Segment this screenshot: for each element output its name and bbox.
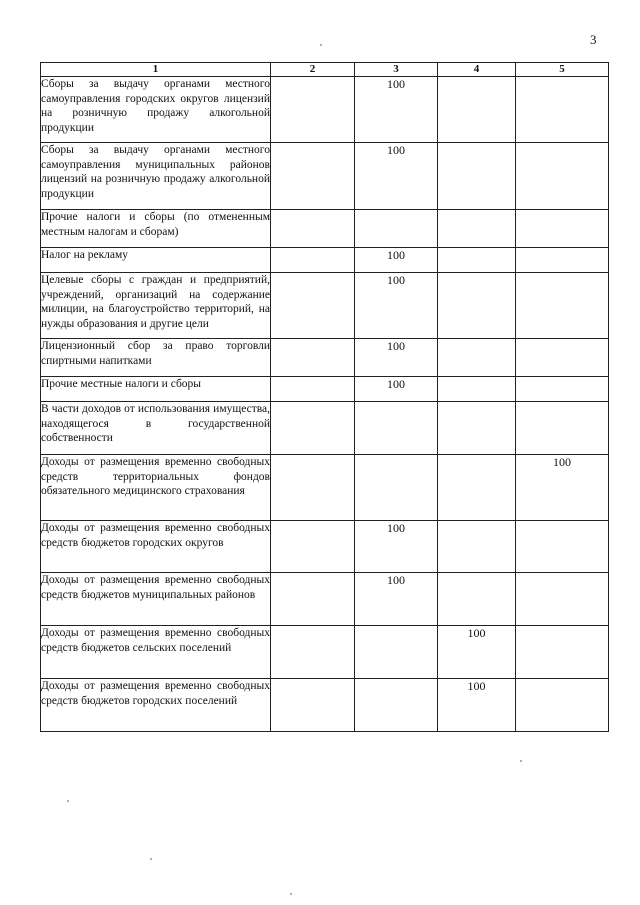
cell-value [271, 455, 355, 521]
table-row [41, 455, 609, 521]
table-row [41, 377, 609, 402]
row-description: Доходы от размещения временно свободных средств бюджетов городских поселений [41, 679, 271, 732]
cell-value [438, 248, 516, 273]
row-description: Сборы за выдачу органами местного самоуправления муниципальных районов лицензий на розничную продажу алкогольной продукции [41, 143, 271, 210]
cell-value [271, 402, 355, 455]
cell-value [516, 626, 609, 679]
scan-speck [320, 44, 322, 46]
cell-value [438, 377, 516, 402]
table-row [41, 273, 609, 339]
scan-speck [67, 800, 69, 802]
cell-value [516, 210, 609, 248]
table-row [41, 210, 609, 248]
cell-value [438, 402, 516, 455]
row-description: Прочие местные налоги и сборы [41, 377, 271, 402]
cell-value [516, 273, 609, 339]
cell-value [271, 521, 355, 573]
cell-value [271, 679, 355, 732]
row-description: Доходы от размещения временно свободных средств территориальных фондов обязательного медицинского страхования [41, 455, 271, 521]
cell-value [516, 521, 609, 573]
cell-value [438, 210, 516, 248]
cell-value [271, 248, 355, 273]
cell-value [438, 143, 516, 210]
cell-value [271, 77, 355, 143]
column-header: 3 [355, 63, 438, 77]
row-description: В части доходов от использования имущества, находящегося в государственной собственности [41, 402, 271, 455]
table-header-row [41, 63, 609, 77]
column-header: 4 [438, 63, 516, 77]
row-description: Прочие налоги и сборы (по отмененным местным налогам и сборам) [41, 210, 271, 248]
row-description: Лицензионный сбор за право торговли спиртными напитками [41, 339, 271, 377]
cell-value [516, 77, 609, 143]
cell-value [355, 402, 438, 455]
cell-value: 100 [516, 455, 609, 521]
cell-value [516, 377, 609, 402]
cell-value [355, 210, 438, 248]
cell-value [438, 521, 516, 573]
scan-speck [150, 858, 152, 860]
cell-value [355, 455, 438, 521]
row-description: Налог на рекламу [41, 248, 271, 273]
cell-value [271, 210, 355, 248]
cell-value [438, 273, 516, 339]
column-header: 1 [41, 63, 271, 77]
cell-value: 100 [438, 626, 516, 679]
table-row [41, 77, 609, 143]
table-row [41, 339, 609, 377]
table-row [41, 626, 609, 679]
row-description: Доходы от размещения временно свободных средств бюджетов городских округов [41, 521, 271, 573]
scan-speck [290, 893, 292, 895]
scan-speck [520, 760, 522, 762]
row-description: Сборы за выдачу органами местного самоуправления городских округов лицензий на розничную продажу алкогольной продукции [41, 77, 271, 143]
cell-value [438, 77, 516, 143]
row-description: Доходы от размещения временно свободных средств бюджетов муниципальных районов [41, 573, 271, 626]
cell-value [516, 248, 609, 273]
column-header: 2 [271, 63, 355, 77]
page-number: 3 [590, 32, 597, 47]
cell-value [355, 626, 438, 679]
row-description: Доходы от размещения временно свободных средств бюджетов сельских поселений [41, 626, 271, 679]
table-row [41, 521, 609, 573]
cell-value: 100 [355, 573, 438, 626]
table-row [41, 143, 609, 210]
cell-value: 100 [355, 521, 438, 573]
cell-value [271, 573, 355, 626]
cell-value [355, 679, 438, 732]
cell-value [516, 573, 609, 626]
cell-value: 100 [355, 377, 438, 402]
cell-value [271, 377, 355, 402]
revenue-distribution-table [40, 62, 609, 732]
cell-value [438, 573, 516, 626]
cell-value [438, 455, 516, 521]
table-row [41, 679, 609, 732]
row-description: Целевые сборы с граждан и предприятий, учреждений, организаций на содержание милиции, на благоустройство территорий, на нужды образования и другие цели [41, 273, 271, 339]
cell-value [516, 143, 609, 210]
cell-value: 100 [355, 339, 438, 377]
cell-value [271, 339, 355, 377]
cell-value [516, 679, 609, 732]
cell-value [516, 339, 609, 377]
table-row [41, 573, 609, 626]
cell-value: 100 [438, 679, 516, 732]
cell-value [438, 339, 516, 377]
cell-value: 100 [355, 248, 438, 273]
cell-value [271, 273, 355, 339]
column-header: 5 [516, 63, 609, 77]
cell-value [516, 402, 609, 455]
cell-value: 100 [355, 273, 438, 339]
table-row [41, 402, 609, 455]
cell-value [271, 143, 355, 210]
cell-value [271, 626, 355, 679]
cell-value: 100 [355, 143, 438, 210]
cell-value: 100 [355, 77, 438, 143]
table-row [41, 248, 609, 273]
